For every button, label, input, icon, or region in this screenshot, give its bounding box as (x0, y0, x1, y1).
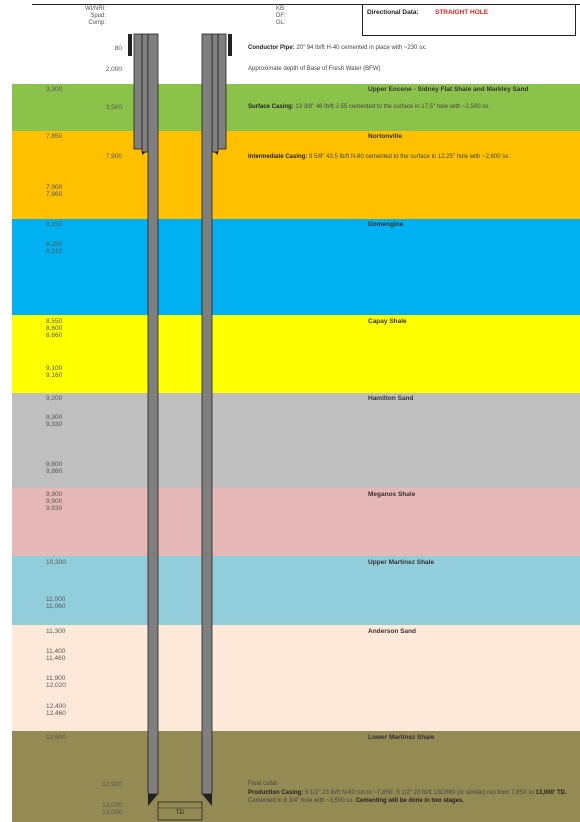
conductor-depth: 80 (114, 45, 122, 52)
production-shoe-left (148, 794, 158, 806)
production-note-stages: Cementing will be done in two stages. (355, 798, 465, 804)
depth-hamilton-2: 9,300 9,330 (46, 414, 63, 428)
intermediate-note-text: 9 5/8" 43.5 lb/ft N-80 cemented to the surface in 12.25" hole with ~2,600 sx. (309, 154, 510, 160)
kb-label: KB: (276, 6, 286, 12)
surface-depth: 3,500 (105, 104, 122, 111)
depth-meganos: 9,900 9,900 9,930 (46, 491, 63, 512)
formation-name-nortonville: Nortonville (368, 133, 402, 140)
formation-name-domengine: Domengine (368, 221, 404, 228)
production-casing-left (148, 34, 158, 794)
formation-name-capay: Capay Shale (368, 318, 407, 325)
production-depths: 13,000 13,000 (102, 802, 122, 816)
surface-casing-left (134, 34, 142, 149)
bfw-note: Approximate depth of Base of Fresh Water (BFW) (248, 66, 381, 72)
depth-upper-martinez-2: 11,000 11,060 (46, 596, 66, 610)
df-label: DF: (276, 13, 286, 19)
directional-value: STRAIGHT HOLE (435, 9, 489, 16)
production-note-td: 13,000' TD. (535, 790, 567, 796)
float-collar-note: Float collar (248, 781, 278, 787)
intermediate-casing-right (212, 34, 218, 152)
surface-note-label: Surface Casing: (248, 104, 294, 110)
conductor-left (128, 34, 132, 56)
formation-name-upper-martinez: Upper Martinez Shale (368, 559, 435, 566)
depth-hamilton-3: 9,800 9,860 (46, 461, 63, 475)
depth-upper-martinez: 10,300 (46, 559, 66, 566)
depth-anderson-2: 11,400 11,460 (46, 648, 66, 662)
production-shoe-right (202, 794, 212, 806)
depth-anderson-3: 11,900 12,020 (46, 675, 66, 689)
intermediate-casing-left (142, 34, 148, 152)
comp-label: Comp: (88, 20, 106, 26)
production-note-label: Production Casing: (248, 790, 304, 796)
depth-domengine-2: 8,250 8,310 (46, 241, 63, 255)
surface-note-text: 13 3/8" 48 lb/ft J-55 cemented to the surface in 17.5" hole with ~2,500 sx. (295, 104, 490, 110)
depth-anderson-4: 12,400 12,460 (46, 703, 66, 717)
spud-label: Spud: (90, 13, 106, 19)
production-casing-right (202, 34, 212, 794)
depth-capay: 8,550 8,600 8,660 (46, 318, 63, 339)
conductor-note-label: Conductor Pipe: (248, 45, 295, 51)
depth-capay-2: 9,100 9,160 (46, 365, 63, 379)
production-note (248, 789, 580, 805)
depth-nortonville-2: 7,900 7,960 (46, 184, 63, 198)
wi-nri-label: WI/NRI: (85, 6, 106, 12)
bfw-depth: 2,000 (105, 66, 122, 73)
production-note-text-2: Cemented in 8 3/4" hole with ~3,500 sx. (248, 798, 355, 804)
formation-name-anderson: Anderson Sand (368, 628, 417, 635)
float-collar-depth: 12,920 (102, 781, 122, 788)
formation-name-upper-eocene: Upper Eocene - Sidney Flat Shale and Markley Sand (368, 86, 529, 93)
depth-domengine: 8,150 (46, 221, 63, 228)
directional-label: Directional Data: (367, 9, 419, 16)
formation-name-meganos: Meganos Shale (368, 491, 416, 498)
depth-hamilton: 9,200 (46, 395, 63, 402)
conductor-right (228, 34, 232, 56)
intermediate-note (248, 153, 578, 161)
td-label: TD (176, 810, 184, 816)
depth-upper-eocene: 3,300 (46, 86, 63, 93)
gl-label: GL: (276, 20, 286, 26)
depth-anderson: 11,300 (46, 628, 66, 635)
production-note-text-1: 5 1/2" 23 lb/ft N-80 run to ~7,850'. 5 1/2" 23 lb/ft 13CR80 (or similar) run from 7,850' to (305, 790, 534, 796)
formation-name-hamilton: Hamilton Sand (368, 395, 414, 402)
intermediate-depth: 7,900 (105, 153, 122, 160)
formation-name-lower-martinez: Lower Martinez Shale (368, 734, 435, 741)
conductor-note-text: 20" 94 lb/ft H-40 cemented in place with ~230 sx. (296, 45, 427, 51)
conductor-note (248, 44, 578, 52)
surface-note (248, 103, 578, 111)
surface-casing-right (218, 34, 226, 149)
depth-nortonville: 7,850 (46, 133, 63, 140)
depth-lower-martinez: 12,600 (46, 734, 66, 741)
intermediate-note-label: Intermediate Casing: (248, 154, 308, 160)
